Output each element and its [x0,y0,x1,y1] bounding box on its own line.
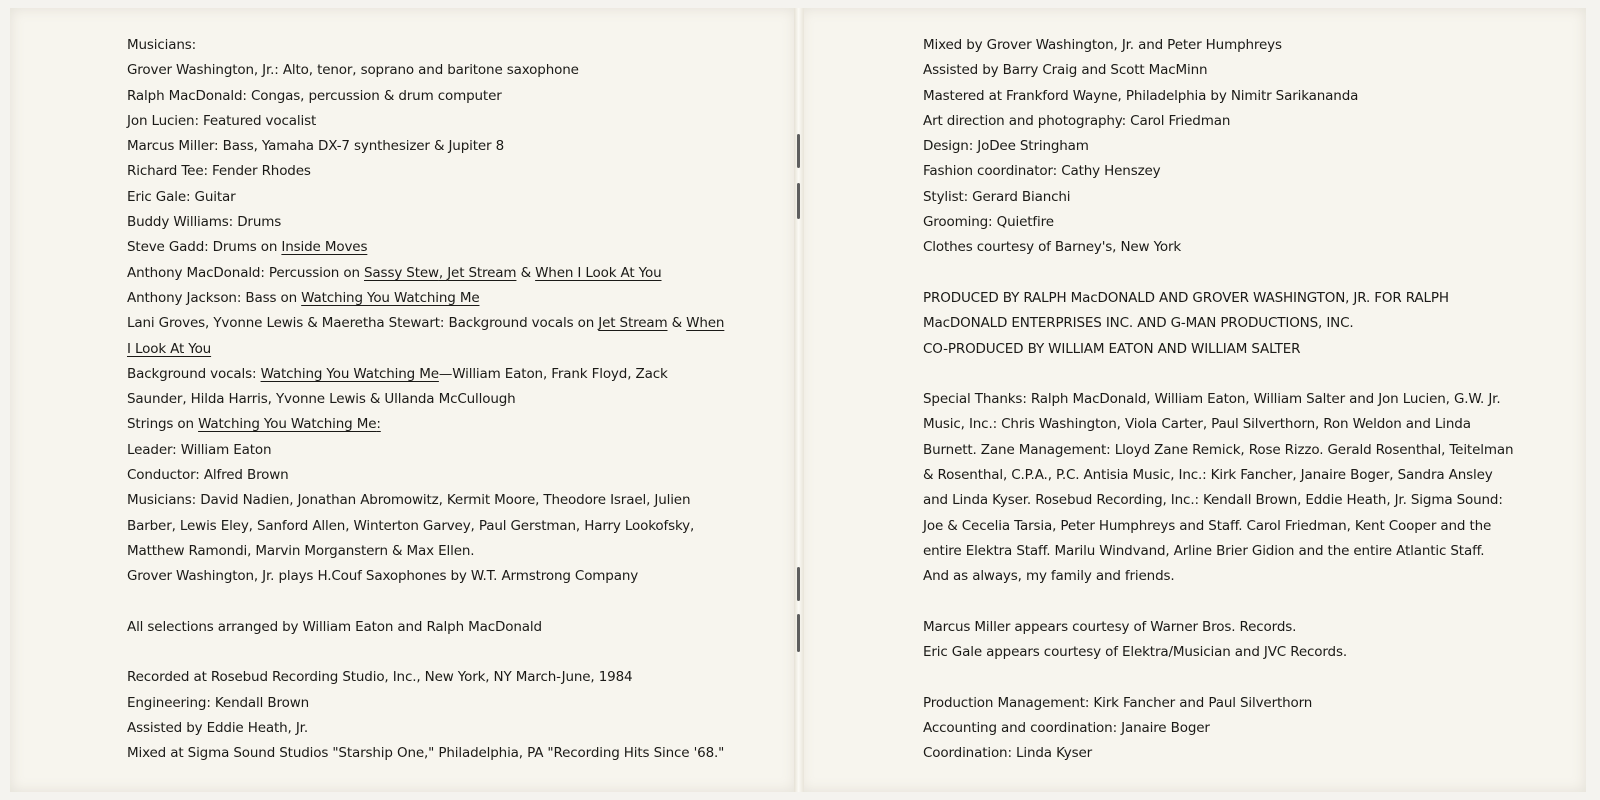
credit-line-string-musicians: Musicians: David Nadien, Jonathan Abromowitz, Kermit Moore, Theodore Israel, Julien [127,492,691,509]
spacer [923,590,1483,615]
booklet-gutter [794,8,804,792]
credit-line-anthony-macdonald [127,261,687,286]
management-line: Coordination: Linda Kyser [923,745,1093,762]
staple-upper-b [797,183,800,219]
credit-line-steve-gadd [127,235,687,260]
credit-text: Strings on [127,416,199,433]
producer-credit: CO-PRODUCED BY WILLIAM EATON AND WILLIAM SALTER [923,340,1301,357]
credit-line: Jon Lucien: Featured vocalist [127,112,317,129]
musicians-heading: Musicians: [127,37,197,53]
credit-line: Marcus Miller: Bass, Yamaha DX-7 synthesizer & Jupiter 8 [127,138,505,155]
production-credit: Mastered at Frankford Wayne, Philadelphia by Nimitr Sarikananda [923,87,1359,104]
management-line: Production Management: Kirk Fancher and Paul Silverthorn [923,694,1313,711]
spacer [923,261,1483,286]
credit-line-recording: Mixed at Sigma Sound Studios "Starship One," Philadelphia, PA "Recording Hits Since '68." [127,745,725,762]
credit-line-recording: Engineering: Kendall Brown [127,694,309,711]
staple-lower-a [797,567,800,601]
special-thanks-line: And as always, my family and friends. [923,568,1175,585]
production-credit: Clothes courtesy of Barney's, New York [923,239,1182,256]
separator: , [438,264,448,281]
credit-line-recording: Recorded at Rosebud Recording Studio, Inc., New York, NY March-June, 1984 [127,669,633,686]
credit-text: Lani Groves, Yvonne Lewis & Maeretha Stewart: Background vocals on [127,315,599,332]
separator: & [667,315,687,332]
credit-line: Eric Gale: Guitar [127,188,236,205]
spacer [923,665,1483,690]
production-credit: Fashion coordinator: Cathy Henszey [923,163,1161,180]
song-title: Watching You Watching Me [260,365,439,382]
credit-text: Anthony Jackson: Bass on [127,289,302,306]
staple-upper-a [797,134,800,168]
credit-line-strings [127,412,687,437]
credit-line-continuation [127,337,687,362]
special-thanks-line: Special Thanks: Ralph MacDonald, William Eaton, William Salter and Jon Lucien, G.W. Jr. [923,391,1501,408]
credit-line: Ralph MacDonald: Congas, percussion & drum computer [127,87,502,104]
song-title: Jet Stream [598,315,668,332]
song-title: Sassy Stew [364,264,439,281]
producer-credit: MacDONALD ENTERPRISES INC. AND G-MAN PRODUCTIONS, INC. [923,315,1354,332]
special-thanks-line: Burnett. Zane Management: Lloyd Zane Remick, Rose Rizzo. Gerald Rosenthal, Teitelman [923,441,1514,458]
production-credit: Mixed by Grover Washington, Jr. and Peter Humphreys [923,37,1282,53]
credit-text: : [376,416,381,433]
credit-line-conductor: Conductor: Alfred Brown [127,467,289,484]
song-title: Watching You Watching Me [198,416,377,433]
production-credit: Assisted by Barry Craig and Scott MacMinn [923,62,1208,79]
credit-text: Background vocals: [127,365,261,382]
credit-line-arrangements: All selections arranged by William Eaton and Ralph MacDonald [127,618,542,635]
credit-line-string-musicians: Barber, Lewis Eley, Sanford Allen, Winterton Garvey, Paul Gerstman, Harry Lookofsky, [127,517,695,534]
credit-text: Anthony MacDonald: Percussion on [127,264,365,281]
staple-lower-b [797,614,800,652]
credit-line-continuation: Saunder, Hilda Harris, Yvonne Lewis & Ullanda McCullough [127,391,516,408]
special-thanks-line: Music, Inc.: Chris Washington, Viola Carter, Paul Silverthorn, Ron Weldon and Linda [923,416,1471,433]
production-credit: Design: JoDee Stringham [923,138,1089,155]
credit-line-background-vocals-2 [127,362,687,387]
courtesy-line: Eric Gale appears courtesy of Elektra/Musician and JVC Records. [923,644,1347,661]
credit-line-anthony-jackson [127,286,687,311]
credit-line: Buddy Williams: Drums [127,214,282,231]
song-title: Inside Moves [281,239,368,256]
special-thanks-line: Joe & Cecelia Tarsia, Peter Humphreys and Staff. Carol Friedman, Kent Cooper and the [923,517,1492,534]
special-thanks-line: and Linda Kyser. Rosebud Recording, Inc.: Kendall Brown, Eddie Heath, Jr. Sigma Sound: [923,492,1503,509]
production-credit: Art direction and photography: Carol Friedman [923,112,1231,129]
credit-line: Grover Washington, Jr.: Alto, tenor, soprano and baritone saxophone [127,62,579,79]
credit-line-saxophones: Grover Washington, Jr. plays H.Couf Saxophones by W.T. Armstrong Company [127,568,639,585]
credit-text: Steve Gadd: Drums on [127,239,282,256]
spacer [923,362,1483,387]
right-credits-column [923,33,1514,767]
special-thanks-line: entire Elektra Staff. Marilu Windvand, Arline Brier Gidion and the entire Atlantic Staff. [923,542,1485,559]
song-title: When [686,315,725,332]
production-credit: Stylist: Gerard Bianchi [923,188,1071,205]
song-title: Jet Stream [447,264,517,281]
special-thanks-line: & Rosenthal, C.P.A., P.C. Antisia Music, Inc.: Kirk Fancher, Janaire Boger, Sandra Ansley [923,467,1493,484]
credit-line-background-vocals [127,311,725,336]
courtesy-line: Marcus Miller appears courtesy of Warner Bros. Records. [923,618,1297,635]
spacer [127,590,687,615]
producer-credit: PRODUCED BY RALPH MacDONALD AND GROVER WASHINGTON, JR. FOR RALPH [923,289,1449,306]
credit-line-recording: Assisted by Eddie Heath, Jr. [127,720,308,737]
song-title: Watching You Watching Me [301,289,480,306]
production-credit: Grooming: Quietfire [923,214,1054,231]
credit-line-leader: Leader: William Eaton [127,441,272,458]
separator: & [516,264,536,281]
management-line: Accounting and coordination: Janaire Boger [923,720,1210,737]
song-title: I Look At You [127,340,212,357]
spacer [127,640,687,665]
left-credits-column [127,33,725,767]
credit-line: Richard Tee: Fender Rhodes [127,163,311,180]
credit-line-string-musicians: Matthew Ramondi, Marvin Morganstern & Max Ellen. [127,542,475,559]
song-title: When I Look At You [535,264,662,281]
credit-text: —William Eaton, Frank Floyd, Zack [438,365,668,382]
